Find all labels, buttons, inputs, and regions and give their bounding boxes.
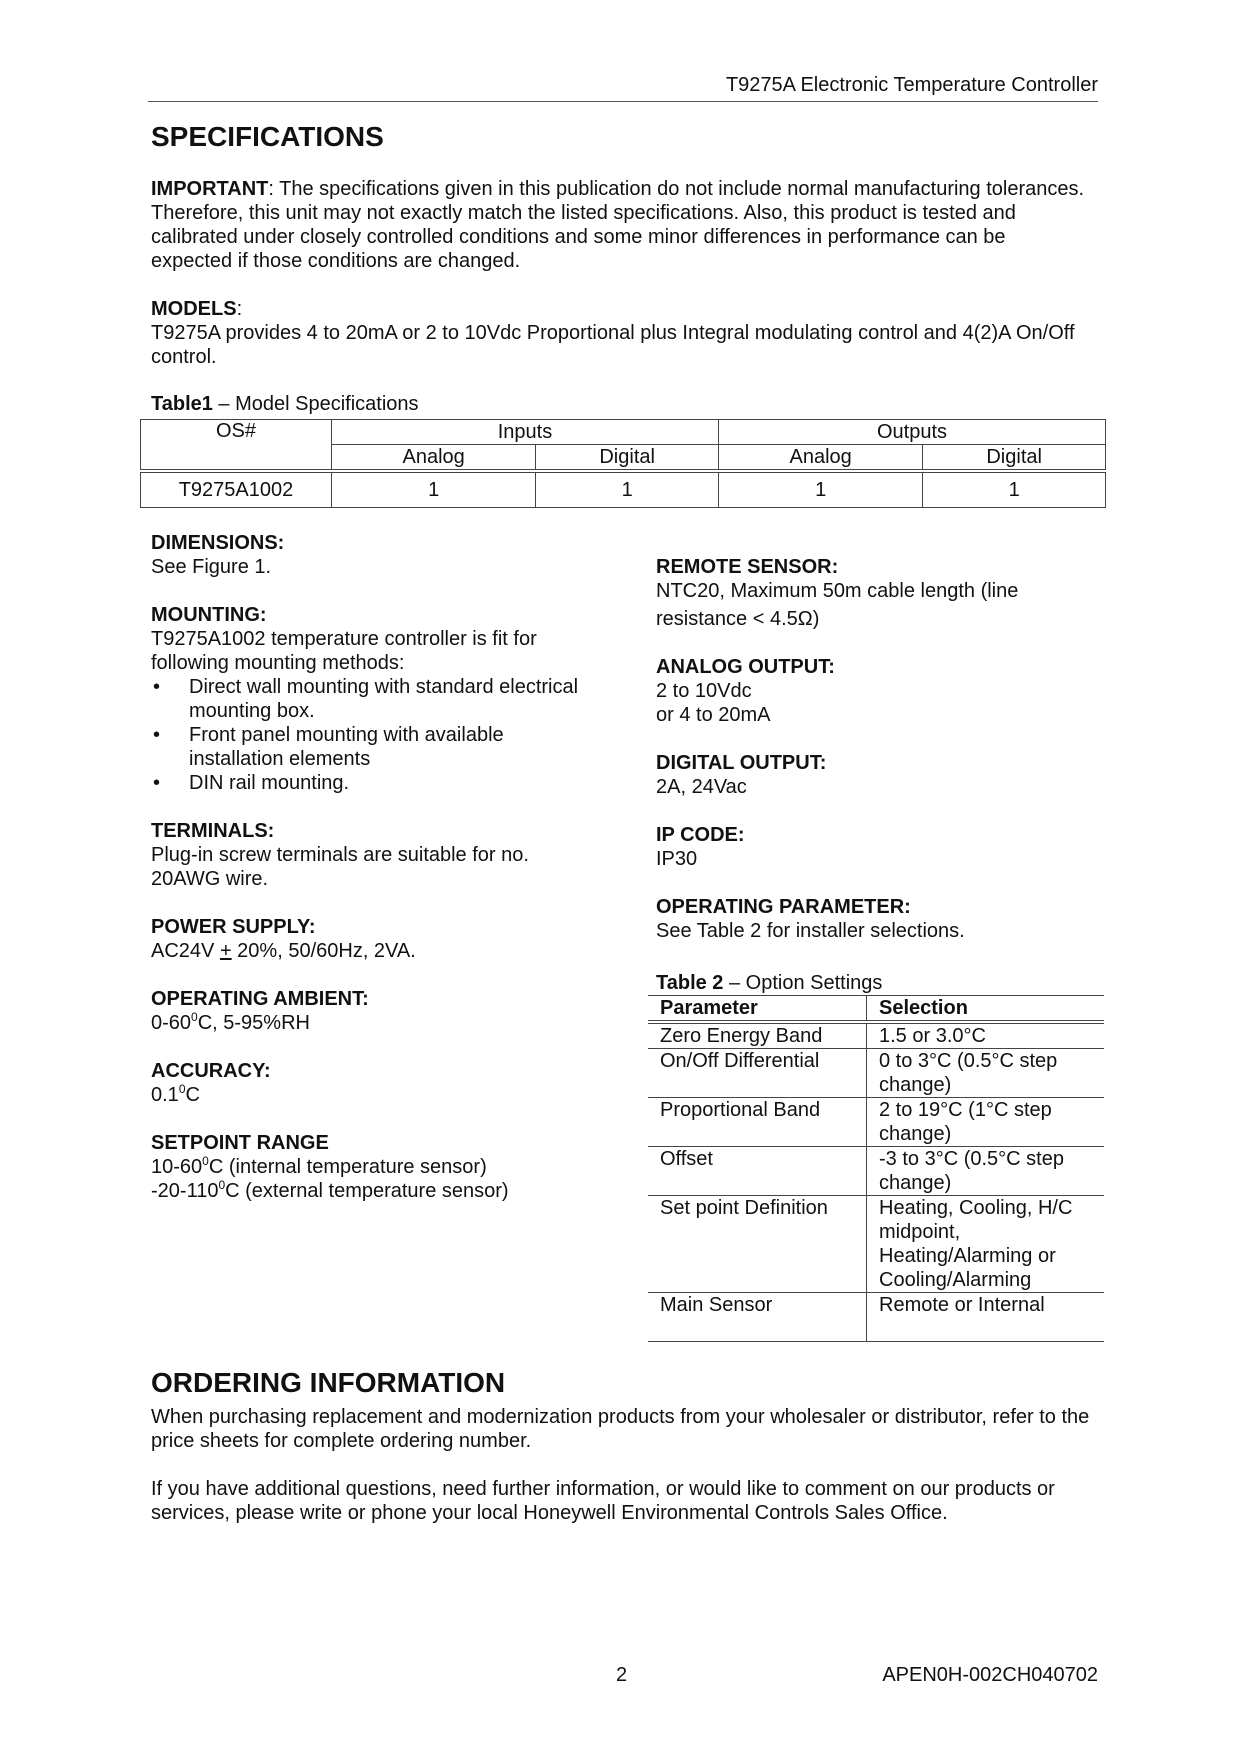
table1-subheader-output-analog: Analog <box>718 445 922 472</box>
models-colon: : <box>236 298 243 320</box>
table1-header-os: OS# <box>141 420 332 472</box>
table1-header-outputs: Outputs <box>718 420 1105 445</box>
table-row <box>648 1147 1104 1196</box>
table1-cell: 1 <box>332 471 536 508</box>
analog-output-label: ANALOG OUTPUT: <box>656 656 835 678</box>
table2-caption-label: Table 2 <box>656 972 724 994</box>
mounting-label: MOUNTING: <box>151 604 267 626</box>
list-item: • Direct wall mounting with standard electrical mounting box. <box>153 676 579 722</box>
models-paragraph <box>151 297 1091 369</box>
left-column <box>151 531 581 1203</box>
table-row <box>648 1022 1104 1049</box>
operating-parameter-label: OPERATING PARAMETER: <box>656 896 911 918</box>
bullet-icon: • <box>153 772 161 794</box>
analog-output-line2: or 4 to 20mA <box>656 704 771 726</box>
models-text: T9275A provides 4 to 20mA or 2 to 10Vdc Proportional plus Integral modulating control and 4(2)A On/Off control. <box>151 322 1075 368</box>
mounting-text: T9275A1002 temperature controller is fit for following mounting methods: <box>151 628 537 674</box>
remote-sensor-line2: resistance < 4.5Ω) <box>656 608 820 630</box>
table1-caption-label: Table1 <box>151 393 213 415</box>
table1-subheader-output-digital: Digital <box>923 445 1106 472</box>
important-label: IMPORTANT <box>151 178 269 200</box>
ordering-information-title: ORDERING INFORMATION <box>151 1367 506 1398</box>
ordering-paragraph-1: When purchasing replacement and modernization products from your wholesaler or distributor, refer to the price sheets for complete ordering number. <box>151 1406 1090 1452</box>
table-row <box>648 996 1104 1023</box>
table1-subheader-input-analog: Analog <box>332 445 536 472</box>
table2-param: Set point Definition <box>648 1196 867 1293</box>
mounting-list <box>151 675 581 795</box>
table1-caption <box>151 392 419 416</box>
table2-param: Proportional Band <box>648 1098 867 1147</box>
operating-ambient-text: $0-60^0C$, 5-95%RH <box>151 1010 310 1034</box>
power-supply-text: AC24V + 20%, 50/60Hz, 2VA. <box>151 940 416 962</box>
specifications-title: SPECIFICATIONS <box>151 121 384 152</box>
accuracy-label: ACCURACY: <box>151 1060 271 1082</box>
setpoint-range-label: SETPOINT RANGE <box>151 1132 329 1154</box>
ip-code-text: IP30 <box>656 848 698 870</box>
table1-subheader-input-digital: Digital <box>536 445 719 472</box>
operating-ambient-label: OPERATING AMBIENT: <box>151 988 369 1010</box>
list-item: • DIN rail mounting. <box>153 772 350 794</box>
document-code: APEN0H-002CH040702 <box>882 1664 1098 1686</box>
table2-param: On/Off Differential <box>648 1049 867 1098</box>
table1-header-inputs: Inputs <box>332 420 719 445</box>
table1-cell-os: T9275A1002 <box>141 471 332 508</box>
ordering-paragraph-2: If you have additional questions, need further information, or would like to comment on our products or services, please write or phone your local Honeywell Environmental Controls Sales Office. <box>151 1478 1055 1524</box>
table1-cell: 1 <box>536 471 719 508</box>
important-text: : The specifications given in this publication do not include normal manufacturing tolerances. Therefore, this unit may not exactly match the listed specifications. Also, this product is tested and calibrated under closely controlled conditions and some minor differences in performance can be expected if those conditions are changed. <box>151 178 1085 272</box>
digital-output-text: 2A, 24Vac <box>656 776 747 798</box>
dimensions-label: DIMENSIONS: <box>151 532 285 554</box>
model-specifications-table <box>140 419 1106 508</box>
table2-selection: Remote or Internal <box>867 1293 1105 1342</box>
accuracy-text: $0.1^0C$ <box>151 1082 200 1106</box>
table2-param: Zero Energy Band <box>648 1022 867 1049</box>
table2-header-selection: Selection <box>867 996 1105 1023</box>
bullet-icon: • <box>153 676 161 698</box>
table2-selection: 0 to 3°C (0.5°C step change) <box>867 1049 1105 1098</box>
remote-sensor-line1: NTC20, Maximum 50m cable length (line <box>656 580 1019 602</box>
table2-selection: 1.5 or 3.0°C <box>867 1022 1105 1049</box>
list-item: • Front panel mounting with available installation elements <box>153 724 504 770</box>
bullet-icon: • <box>153 724 161 746</box>
table2-param: Offset <box>648 1147 867 1196</box>
models-label: MODELS <box>151 298 237 320</box>
ip-code-label: IP CODE: <box>656 824 745 846</box>
table2-selection: 2 to 19°C (1°C step change) <box>867 1098 1105 1147</box>
terminals-text: Plug-in screw terminals are suitable for no. 20AWG wire. <box>151 844 529 890</box>
table2-caption <box>656 971 882 995</box>
table-row <box>648 1196 1104 1293</box>
table-row <box>648 1098 1104 1147</box>
table2-selection: Heating, Cooling, H/C midpoint, Heating/Alarming or Cooling/Alarming <box>867 1196 1105 1293</box>
table-row <box>648 1049 1104 1098</box>
power-supply-label: POWER SUPPLY: <box>151 916 316 938</box>
right-column <box>656 555 1096 943</box>
table1-cell: 1 <box>923 471 1106 508</box>
digital-output-label: DIGITAL OUTPUT: <box>656 752 827 774</box>
dimensions-text: See Figure 1. <box>151 556 272 578</box>
running-header: T9275A Electronic Temperature Controller <box>148 74 1098 102</box>
table1-cell: 1 <box>718 471 922 508</box>
page-number: 2 <box>616 1664 628 1686</box>
important-paragraph <box>151 177 1091 273</box>
table2-selection: -3 to 3°C (0.5°C step change) <box>867 1147 1105 1196</box>
setpoint-range-internal: $10-60^0C$ (internal temperature sensor) <box>151 1154 487 1178</box>
remote-sensor-label: REMOTE SENSOR: <box>656 556 839 578</box>
setpoint-range-external: $-20-110^0C$ (external temperature sensor) <box>151 1178 509 1202</box>
table2-param: Main Sensor <box>648 1293 867 1342</box>
terminals-label: TERMINALS: <box>151 820 275 842</box>
table1-caption-text: – Model Specifications <box>212 393 419 415</box>
table2-header-parameter: Parameter <box>648 996 867 1023</box>
option-settings-table <box>648 995 1104 1342</box>
operating-parameter-text: See Table 2 for installer selections. <box>656 920 965 942</box>
table2-caption-text: – Option Settings <box>723 972 883 994</box>
table-row <box>648 1293 1104 1342</box>
analog-output-line1: 2 to 10Vdc <box>656 680 752 702</box>
